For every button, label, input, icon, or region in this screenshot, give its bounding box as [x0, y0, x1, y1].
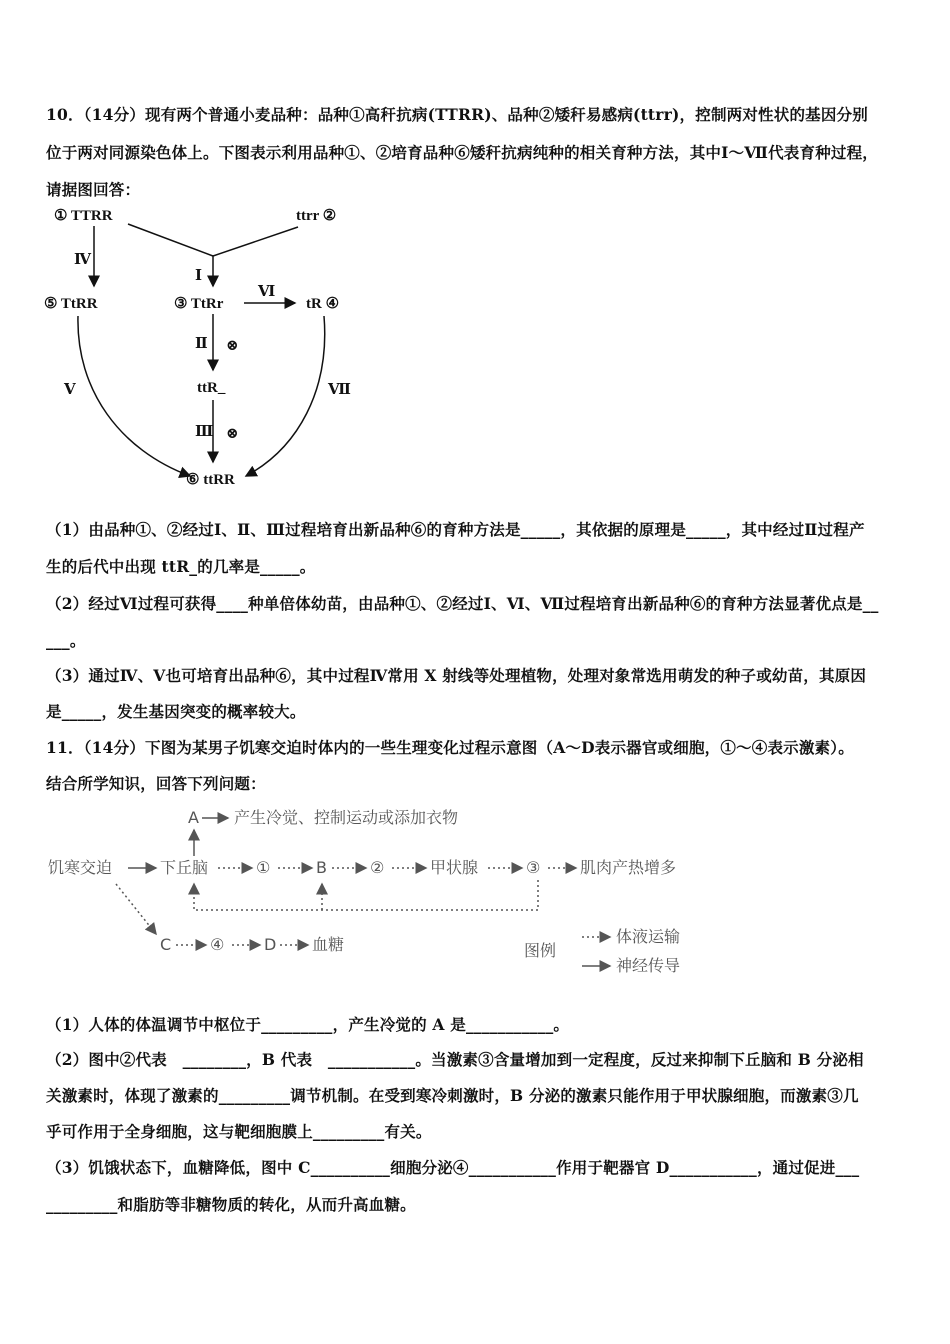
arrow-VII — [246, 316, 325, 476]
q11-question-2a: （2）图中②代表 ________，B 代表 ___________。当激素③含量增加到一定程度，反过来抑制下丘脑和 B 分泌相 — [46, 1050, 864, 1069]
q10-line-1: 10．（14分）现有两个普通小麦品种：品种①高秆抗病(TTRR)、品种②矮秆易感病(ttrr)，控制两对性状的基因分别 — [46, 105, 868, 124]
stimulus-text: 饥寒交迫 — [48, 858, 113, 877]
node-C: C — [160, 935, 172, 954]
node-ttR: ttR_ — [197, 380, 226, 396]
selfing-symbol-2: ⊗ — [226, 426, 239, 442]
line-from-1 — [128, 224, 213, 256]
process-IV-label: Ⅳ — [74, 252, 92, 268]
hormone-4: ④ — [210, 935, 225, 954]
hormone-3: ③ — [526, 858, 541, 877]
hormone-1: ① — [256, 858, 271, 877]
node-D: D — [264, 935, 277, 954]
q10-question-1a: （1）由品种①、②经过Ⅰ、Ⅱ、Ⅲ过程培育出新品种⑥的育种方法是_____，其依据的原理是_____，其中经过Ⅱ过程产 — [46, 520, 865, 539]
q11-question-1: （1）人体的体温调节中枢位于_________，产生冷觉的 A 是___________。 — [46, 1015, 570, 1034]
q10-line-3: 请据图回答： — [46, 180, 141, 199]
blood-sugar-text: 血糖 — [312, 935, 345, 954]
feedback-to-hypo — [194, 880, 538, 910]
legend-title: 图例 — [524, 941, 557, 960]
process-V-label: Ⅴ — [64, 382, 76, 398]
A-effect-text: 产生冷觉、控制运动或添加衣物 — [234, 808, 459, 827]
q10-question-2a: （2）经过Ⅵ过程可获得____种单倍体幼苗，由品种①、②经过Ⅰ、Ⅵ、Ⅶ过程培育出新品种⑥的育种方法显著优点是__ — [46, 594, 879, 613]
q11-line-2: 结合所学知识，回答下列问题： — [46, 774, 266, 793]
q10-question-3a: （3）通过Ⅳ、Ⅴ也可培育出品种⑥，其中过程Ⅳ常用 X 射线等处理植物，处理对象常选用萌发的种子或幼苗，其原因 — [46, 666, 867, 685]
q10-question-3b: 是_____，发生基因突变的概率较大。 — [46, 702, 306, 721]
node-1-TTRR: ① TTRR — [54, 208, 113, 224]
node-hypothalamus: 下丘脑 — [160, 858, 209, 877]
line-from-2 — [213, 227, 298, 256]
hormone-2: ② — [370, 858, 385, 877]
q10-question-2b: ___。 — [46, 631, 86, 650]
node-5-TtRR: ⑤ TtRR — [44, 296, 98, 312]
breeding-diagram — [40, 200, 370, 500]
process-III-label: Ⅲ — [195, 424, 214, 440]
node-3-TtRr: ③ TtRr — [174, 296, 224, 312]
node-4-tR: tR ④ — [306, 296, 340, 312]
q10-question-1b: 生的后代中出现 ttR_的几率是_____。 — [46, 557, 316, 576]
arrow-stimulus-C — [116, 884, 156, 934]
q11-question-2c: 乎可作用于全身细胞，这与靶细胞膜上_________有关。 — [46, 1122, 432, 1141]
node-A: A — [188, 808, 199, 827]
muscle-effect-text: 肌肉产热增多 — [580, 858, 677, 877]
q11-question-3a: （3）饥饿状态下，血糖降低，图中 C__________细胞分泌④___________作用于靶器官 D___________，通过促进___ — [46, 1158, 860, 1177]
process-VI-label: Ⅵ — [258, 284, 276, 300]
q11-question-3b: _________和脂肪等非糖物质的转化，从而升高血糖。 — [46, 1195, 416, 1214]
arrow-V — [78, 316, 190, 476]
process-VII-label: Ⅶ — [328, 382, 351, 398]
selfing-symbol-1: ⊗ — [226, 338, 239, 354]
node-B: B — [316, 858, 327, 877]
process-I-label: Ⅰ — [195, 268, 203, 284]
node-6-ttRR: ⑥ ttRR — [186, 472, 235, 488]
process-II-label: Ⅱ — [195, 336, 208, 352]
node-2-ttrr: ttrr ② — [296, 208, 337, 224]
legend-fluid-text: 体液运输 — [616, 927, 681, 946]
q11-question-2b: 关激素时，体现了激素的_________调节机制。在受到寒冷刺激时，B 分泌的激素只能作用于甲状腺细胞，而激素③几 — [46, 1086, 859, 1105]
legend-nerve-text: 神经传导 — [616, 956, 681, 975]
q10-line-2: 位于两对同源染色体上。下图表示利用品种①、②培育品种⑥矮秆抗病纯种的相关育种方法，其中Ⅰ～Ⅶ代表育种过程， — [46, 143, 878, 162]
physiology-diagram — [44, 800, 704, 985]
q11-line-1: 11．（14分）下图为某男子饥寒交迫时体内的一些生理变化过程示意图（A～D表示器官或细胞，①～④表示激素）。 — [46, 738, 854, 757]
node-thyroid: 甲状腺 — [430, 858, 479, 877]
